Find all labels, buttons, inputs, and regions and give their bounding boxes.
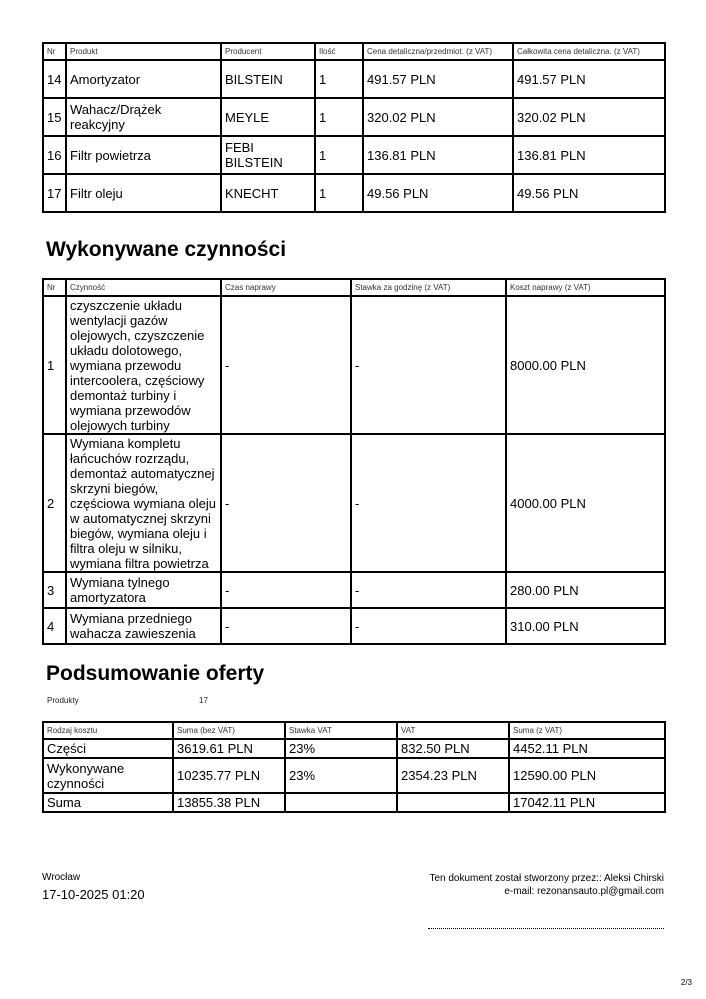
- cell-vat-rate: [285, 793, 397, 812]
- cell-gross: 12590.00 PLN: [509, 758, 665, 793]
- page-number: 2/3: [680, 978, 692, 987]
- cell-rate: -: [351, 572, 506, 608]
- column-header: Czynność: [66, 279, 221, 296]
- products-count: 17: [199, 696, 208, 705]
- cell-cost: 280.00 PLN: [506, 572, 665, 608]
- signature-line: [428, 928, 664, 929]
- table-header-row: [43, 43, 665, 60]
- cell-time: -: [221, 572, 351, 608]
- cell-time: -: [221, 434, 351, 572]
- column-header: Suma (z VAT): [509, 722, 665, 739]
- cell-nr: 16: [43, 136, 66, 174]
- cell-time: -: [221, 296, 351, 434]
- cell-unit-price: 136.81 PLN: [363, 136, 513, 174]
- cell-total-price: 49.56 PLN: [513, 174, 665, 212]
- cell-unit-price: 491.57 PLN: [363, 60, 513, 98]
- footer-created-by: Ten dokument został stworzony przez:: Aleksi Chirski: [429, 873, 664, 884]
- table-row: [43, 739, 665, 758]
- cell-total-price: 136.81 PLN: [513, 136, 665, 174]
- footer-place-date: [42, 872, 145, 902]
- cell-description: Wymiana przedniego wahacza zawieszenia: [66, 608, 221, 644]
- cell-cost: 310.00 PLN: [506, 608, 665, 644]
- table-header-row: [43, 722, 665, 739]
- cell-cost: 8000.00 PLN: [506, 296, 665, 434]
- cell-unit-price: 320.02 PLN: [363, 98, 513, 136]
- column-header: Nr: [43, 279, 66, 296]
- cell-qty: 1: [315, 60, 363, 98]
- cell-time: -: [221, 608, 351, 644]
- cell-cost: 4000.00 PLN: [506, 434, 665, 572]
- column-header: Koszt naprawy (z VAT): [506, 279, 665, 296]
- cell-net: 3619.61 PLN: [173, 739, 285, 758]
- table-header-row: [43, 279, 665, 296]
- cell-rate: -: [351, 296, 506, 434]
- cell-nr: 3: [43, 572, 66, 608]
- cell-qty: 1: [315, 174, 363, 212]
- parts-table: [42, 42, 666, 213]
- cell-net: 13855.38 PLN: [173, 793, 285, 812]
- cell-nr: 4: [43, 608, 66, 644]
- cell-vat: 2354.23 PLN: [397, 758, 509, 793]
- column-header: Cena detaliczna/przedmiot. (z VAT): [363, 43, 513, 60]
- table-row: [43, 60, 665, 98]
- column-header: Rodzaj kosztu: [43, 722, 173, 739]
- cell-vat-rate: 23%: [285, 758, 397, 793]
- table-row: [43, 608, 665, 644]
- table-row: [43, 572, 665, 608]
- table-row: [43, 793, 665, 812]
- cell-product: Filtr powietrza: [66, 136, 221, 174]
- cell-nr: 15: [43, 98, 66, 136]
- cell-nr: 17: [43, 174, 66, 212]
- cell-vat: [397, 793, 509, 812]
- column-header: Stawka VAT: [285, 722, 397, 739]
- cell-producer: MEYLE: [221, 98, 315, 136]
- footer-author: [429, 872, 664, 898]
- column-header: Produkt: [66, 43, 221, 60]
- cell-rate: -: [351, 434, 506, 572]
- footer-city: Wrocław: [42, 872, 81, 883]
- footer-datetime: 17-10-2025 01:20: [42, 887, 145, 902]
- cell-description: Wymiana tylnego amortyzatora: [66, 572, 221, 608]
- summary-heading: Podsumowanie oferty: [46, 662, 265, 685]
- cell-total-price: 320.02 PLN: [513, 98, 665, 136]
- column-header: Producent: [221, 43, 315, 60]
- table-row: [43, 174, 665, 212]
- services-table: [42, 278, 666, 645]
- cell-producer: FEBI BILSTEIN: [221, 136, 315, 174]
- cell-cost-type: Wykonywane czynności: [43, 758, 173, 793]
- cell-producer: BILSTEIN: [221, 60, 315, 98]
- table-row: [43, 98, 665, 136]
- cell-net: 10235.77 PLN: [173, 758, 285, 793]
- table-row: [43, 758, 665, 793]
- cell-gross: 4452.11 PLN: [509, 739, 665, 758]
- table-row: [43, 296, 665, 434]
- cell-rate: -: [351, 608, 506, 644]
- column-header: Czas naprawy: [221, 279, 351, 296]
- products-label: Produkty: [47, 696, 79, 705]
- cell-description: czyszczenie układu wentylacji gazów olejowych, czyszczenie układu dolotowego, wymiana przewodu intercoolera, częściowy demontaż turbiny i wymiana przewodów olejowych turbiny: [66, 296, 221, 434]
- cell-product: Amortyzator: [66, 60, 221, 98]
- cell-gross: 17042.11 PLN: [509, 793, 665, 812]
- cell-unit-price: 49.56 PLN: [363, 174, 513, 212]
- cell-producer: KNECHT: [221, 174, 315, 212]
- cell-product: Wahacz/Drążek reakcyjny: [66, 98, 221, 136]
- column-header: Ilość: [315, 43, 363, 60]
- table-row: [43, 136, 665, 174]
- cell-product: Filtr oleju: [66, 174, 221, 212]
- cell-cost-type: Suma: [43, 793, 173, 812]
- services-heading: Wykonywane czynności: [46, 238, 287, 261]
- summary-table: [42, 721, 666, 813]
- cell-cost-type: Części: [43, 739, 173, 758]
- table-row: [43, 434, 665, 572]
- column-header: Całkowita cena detaliczna. (z VAT): [513, 43, 665, 60]
- column-header: Nr: [43, 43, 66, 60]
- cell-qty: 1: [315, 136, 363, 174]
- cell-vat-rate: 23%: [285, 739, 397, 758]
- column-header: Stawka za godzinę (z VAT): [351, 279, 506, 296]
- column-header: VAT: [397, 722, 509, 739]
- cell-nr: 14: [43, 60, 66, 98]
- cell-nr: 1: [43, 296, 66, 434]
- cell-total-price: 491.57 PLN: [513, 60, 665, 98]
- column-header: Suma (bez VAT): [173, 722, 285, 739]
- cell-nr: 2: [43, 434, 66, 572]
- footer-email: e-mail: rezonansauto.pl@gmail.com: [504, 886, 664, 897]
- cell-description: Wymiana kompletu łańcuchów rozrządu, demontaż automatycznej skrzyni biegów, częściowa wymiana oleju w automatycznej skrzyni biegów, wymiana oleju i filtra oleju w silniku, wymiana filtra powietrza: [66, 434, 221, 572]
- cell-qty: 1: [315, 98, 363, 136]
- cell-vat: 832.50 PLN: [397, 739, 509, 758]
